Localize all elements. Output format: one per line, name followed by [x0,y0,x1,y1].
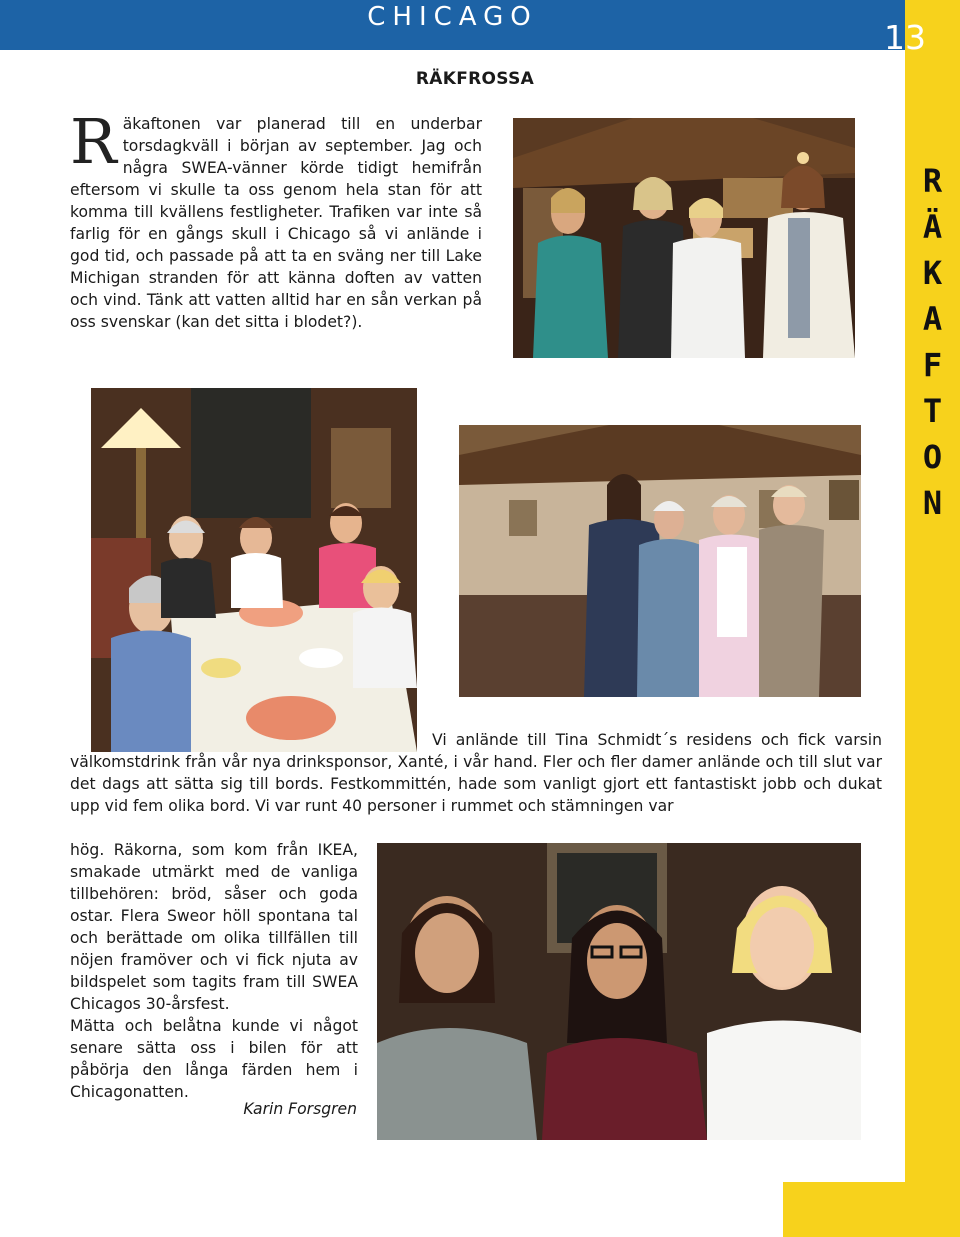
drop-cap: R [70,105,117,178]
photo-welcome-drinks [513,118,855,358]
vertical-title-letter: R [922,162,943,200]
page-number: 13 [884,18,926,57]
vertical-title-letter: A [922,300,943,338]
bottom-yellow-block [783,1182,905,1237]
vertical-title-letter: Ä [922,208,943,246]
vertical-title-letter: F [922,346,943,384]
photo-three-women [377,843,861,1140]
photo-group-standing [459,425,861,697]
body-paragraph-narrow [70,839,358,1103]
vertical-title-letter: O [922,438,943,476]
article-heading: RÄKFROSSA [415,69,535,89]
photo-shrimp-table [91,388,417,752]
vertical-title [905,158,960,526]
vertical-title-letter: T [922,392,943,430]
vertical-title-letter: N [922,484,943,522]
para4-text: Mätta och belåtna kunde vi något senare sätta oss i bilen för att påbörja den långa färden hem i Chicagonatten. [70,1017,358,1101]
vertical-title-letter: K [922,254,943,292]
author-signature: Karin Forsgren [243,1100,357,1118]
para3-text: hög. Räkorna, som kom från IKEA, smakade utmärkt med de vanliga tillbehören: bröd, såser och goda ostar. Flera Sweor höll spontana tal och berättade om olika tillfällen till nöjen framöver och vi fick njuta av bildspelet som tagits fram till SWEA Chicagos 30-årsfest. [70,841,358,1013]
section-title: CHICAGO [367,2,538,32]
para2-text: Vi anlände till Tina Schmidt´s residens och fick varsin välkomstdrink från vår nya drinksponsor, Xanté, i vår hand. Fler och fler damer anlände och till slut var det dags att sätta sig till bords. Festkommittén, hade som vanligt gjort ett fantastiskt jobb och dukat upp vid fem olika bord. Vi var runt 40 personer i rummet och stämningen var [70,731,882,815]
intro-paragraph [70,105,482,333]
intro-text: äkaftonen var planerad till en underbar torsdagkväll i början av september. Jag och några SWEA-vänner körde tidigt hemifrån eftersom vi skulle ta oss genom hela stan för att komma till kvällens festligheter. Trafiken var inte så farlig för en gångs skull i Chicago så vi anlände i god tid, och passade på att ta en sväng ner till Lake Michigan stranden för att känna doften av vatten och vind. Tänk att vatten alltid har en sån verkan på oss svenskar (kan det sitta i blodet?). [70,115,482,331]
